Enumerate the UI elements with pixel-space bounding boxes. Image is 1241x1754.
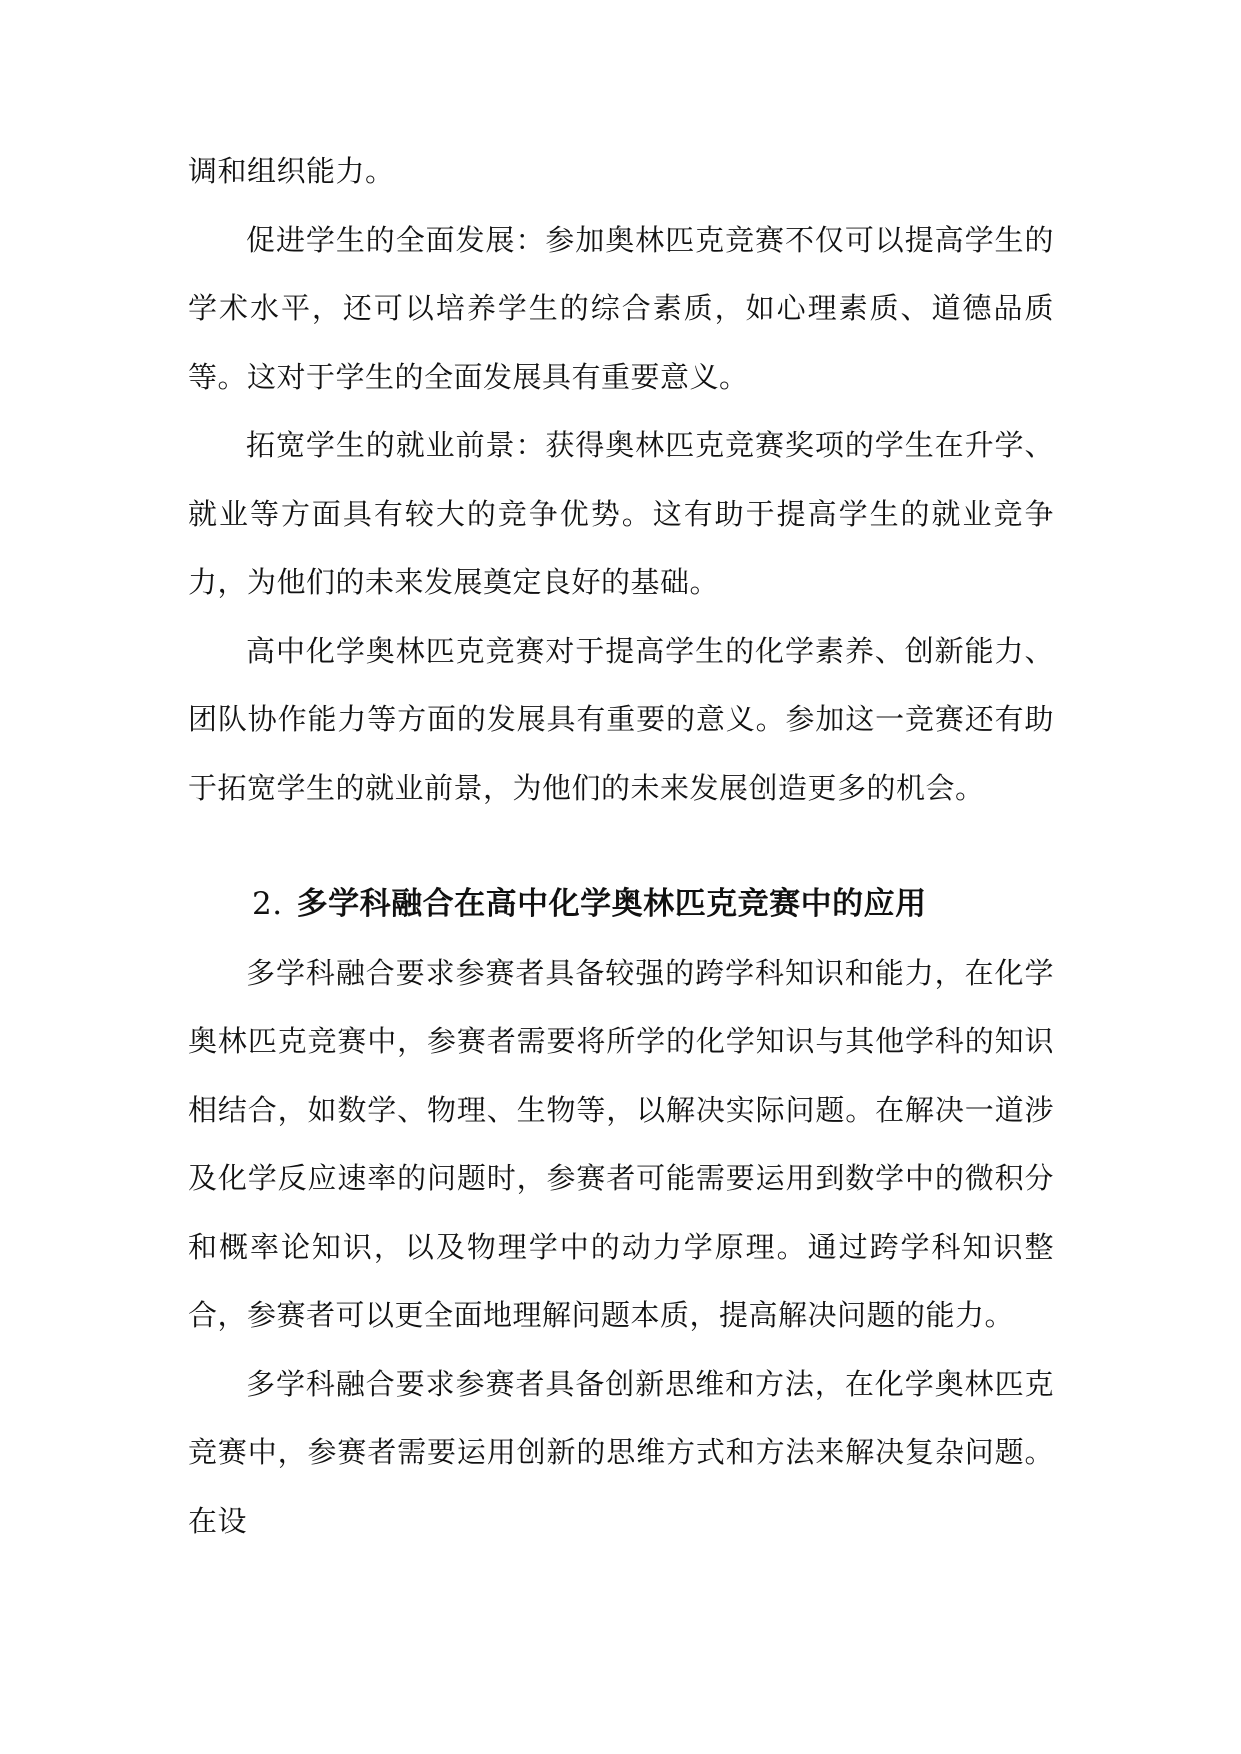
paragraph-significance-summary: 高中化学奥林匹克竞赛对于提高学生的化学素养、创新能力、团队协作能力等方面的发展具有重要的意义。参加这一竞赛还有助于拓宽学生的就业前景，为他们的未来发展创造更多的机会。 xyxy=(188,633,1054,805)
paragraph-innovative-thinking: 多学科融合要求参赛者具备创新思维和方法，在化学奥林匹克竞赛中，参赛者需要运用创新的思维方式和方法来解决复杂问题。在设 xyxy=(188,1366,1054,1538)
section-number: 2. xyxy=(252,886,283,922)
paragraph-continued: 调和组织能力。 xyxy=(188,154,395,188)
paragraph-comprehensive-development: 促进学生的全面发展：参加奥林匹克竞赛不仅可以提高学生的学术水平，还可以培养学生的综合素质，如心理素质、道德品质等。这对于学生的全面发展具有重要意义。 xyxy=(188,222,1054,394)
section-title: 多学科融合在高中化学奥林匹克竞赛中的应用 xyxy=(296,886,927,922)
paragraph-interdisciplinary-knowledge: 多学科融合要求参赛者具备较强的跨学科知识和能力，在化学奥林匹克竞赛中，参赛者需要将所学的化学知识与其他学科的知识相结合，如数学、物理、生物等，以解决实际问题。在解决一道涉及化学反应速率的问题时，参赛者可能需要运用到数学中的微积分和概率论知识，以及物理学中的动力学原理。通过跨学科知识整合，参赛者可以更全面地理解问题本质，提高解决问题的能力。 xyxy=(188,955,1054,1332)
paragraph-employment-prospects: 拓宽学生的就业前景：获得奥林匹克竞赛奖项的学生在升学、就业等方面具有较大的竞争优势。这有助于提高学生的就业竞争力，为他们的未来发展奠定良好的基础。 xyxy=(188,428,1054,599)
section-heading xyxy=(188,870,1054,939)
document-page xyxy=(188,137,1054,1555)
